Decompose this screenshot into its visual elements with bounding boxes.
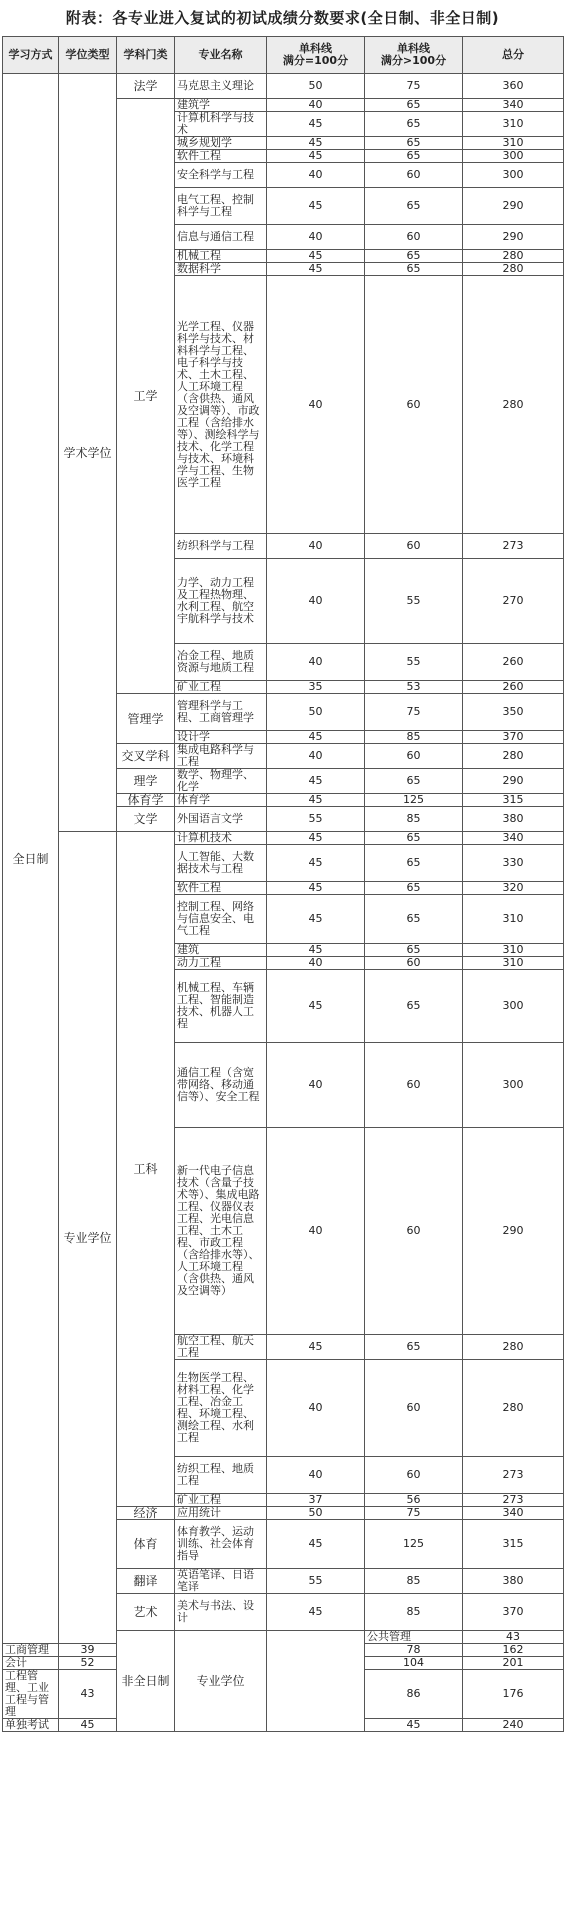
header-total: 总分 [463,37,564,74]
major-cell: 设计学 [175,731,267,744]
header-degree: 学位类型 [59,37,117,74]
major-cell: 软件工程 [175,882,267,895]
single-100-cell: 45 [267,794,365,807]
header-single-gt100-line1: 单科线 [397,42,430,55]
single-gt100-cell: 60 [365,744,463,769]
total-cell: 273 [463,1494,564,1507]
single-100-cell: 40 [267,163,365,188]
major-cell: 美术与书法、设计 [175,1594,267,1631]
major-cell: 航空工程、航天工程 [175,1335,267,1360]
discipline-cell: 法学 [117,74,175,99]
single-100-cell: 52 [59,1657,117,1670]
total-cell: 370 [463,731,564,744]
major-cell: 计算机科学与技术 [175,112,267,137]
major-cell: 数学、物理学、化学 [175,769,267,794]
single-gt100-cell: 65 [365,1335,463,1360]
major-cell: 英语笔译、日语笔译 [175,1569,267,1594]
total-cell: 280 [463,1360,564,1457]
discipline-cell: 理学 [117,769,175,794]
single-gt100-cell: 65 [365,845,463,882]
single-gt100-cell: 75 [365,1507,463,1520]
single-gt100-cell: 65 [365,944,463,957]
single-100-cell: 45 [267,845,365,882]
single-100-cell: 40 [267,1043,365,1128]
total-cell: 300 [463,970,564,1043]
single-100-cell: 45 [267,150,365,163]
single-gt100-cell: 60 [365,1360,463,1457]
discipline-cell: 翻译 [117,1569,175,1594]
total-cell: 315 [463,1520,564,1569]
header-single-gt100 [365,37,463,74]
table-row [3,832,564,845]
total-cell: 273 [463,534,564,559]
total-cell: 310 [463,944,564,957]
single-100-cell: 45 [267,970,365,1043]
header-single-100 [267,37,365,74]
major-cell: 纺织工程、地质工程 [175,1457,267,1494]
single-100-cell: 45 [267,1520,365,1569]
total-cell: 380 [463,1569,564,1594]
header-single-100-line2: 满分=100分 [282,54,349,67]
single-100-cell: 37 [267,1494,365,1507]
major-cell: 生物医学工程、材料工程、化学工程、冶金工程、环境工程、测绘工程、水利工程 [175,1360,267,1457]
mode-cell: 全日制 [3,74,59,1644]
major-cell: 工商管理 [3,1644,59,1657]
major-cell: 应用统计 [175,1507,267,1520]
single-gt100-cell: 60 [365,163,463,188]
major-cell: 通信工程（含宽带网络、移动通信等）、安全工程 [175,1043,267,1128]
single-100-cell: 45 [59,1719,117,1732]
header-major: 专业名称 [175,37,267,74]
total-cell: 273 [463,1457,564,1494]
discipline-cell: 文学 [117,807,175,832]
total-cell: 340 [463,99,564,112]
single-100-cell: 43 [463,1631,564,1644]
total-cell: 260 [463,681,564,694]
single-gt100-cell: 60 [365,534,463,559]
header-row [3,37,564,74]
single-100-cell: 45 [267,1594,365,1631]
major-cell: 城乡规划学 [175,137,267,150]
single-gt100-cell: 65 [365,99,463,112]
single-100-cell: 45 [267,882,365,895]
major-cell: 冶金工程、地质资源与地质工程 [175,644,267,681]
major-cell: 外国语言文学 [175,807,267,832]
total-cell: 330 [463,845,564,882]
single-gt100-cell: 65 [365,150,463,163]
single-100-cell: 45 [267,832,365,845]
major-cell: 会计 [3,1657,59,1670]
major-cell: 建筑学 [175,99,267,112]
discipline-cell: 艺术 [117,1594,175,1631]
single-100-cell: 55 [267,1569,365,1594]
total-cell: 340 [463,832,564,845]
major-cell: 体育学 [175,794,267,807]
total-cell: 320 [463,882,564,895]
total-cell: 300 [463,163,564,188]
single-100-cell: 45 [267,769,365,794]
major-cell: 矿业工程 [175,681,267,694]
total-cell: 290 [463,188,564,225]
single-gt100-cell: 60 [365,1043,463,1128]
total-cell: 315 [463,794,564,807]
single-gt100-cell: 65 [365,112,463,137]
major-cell: 体育教学、运动训练、社会体育指导 [175,1520,267,1569]
discipline-cell: 工科 [117,832,175,1507]
single-100-cell: 45 [267,1335,365,1360]
total-cell: 310 [463,895,564,944]
total-cell: 162 [463,1644,564,1657]
single-gt100-cell: 60 [365,957,463,970]
single-100-cell: 39 [59,1644,117,1657]
major-cell: 单独考试 [3,1719,59,1732]
single-100-cell: 40 [267,534,365,559]
major-cell: 控制工程、网络与信息安全、电气工程 [175,895,267,944]
single-100-cell: 40 [267,225,365,250]
single-gt100-cell: 125 [365,794,463,807]
major-cell: 动力工程 [175,957,267,970]
total-cell: 310 [463,137,564,150]
single-gt100-cell: 60 [365,276,463,534]
total-cell: 280 [463,1335,564,1360]
single-gt100-cell: 65 [365,970,463,1043]
major-cell: 光学工程、仪器科学与技术、材料科学与工程、电子科学与技术、土木工程、人工环境工程（含供热、通风及空调等）、市政工程（含给排水等）、测绘科学与技术、化学工程与技术、环境科学与工程、生物医学工程 [175,276,267,534]
single-gt100-cell: 65 [365,895,463,944]
major-cell: 公共管理 [365,1631,463,1644]
single-gt100-cell: 75 [365,74,463,99]
single-gt100-cell: 104 [365,1657,463,1670]
total-cell: 290 [463,1128,564,1335]
major-cell: 机械工程、车辆工程、智能制造技术、机器人工程 [175,970,267,1043]
total-cell: 300 [463,1043,564,1128]
single-100-cell: 45 [267,731,365,744]
total-cell: 380 [463,807,564,832]
degree-cell: 专业学位 [59,832,117,1644]
discipline-cell: 管理学 [117,694,175,744]
single-100-cell: 50 [267,694,365,731]
single-gt100-cell: 65 [365,250,463,263]
header-discipline: 学科门类 [117,37,175,74]
single-gt100-cell: 65 [365,137,463,150]
total-cell: 290 [463,769,564,794]
total-cell: 310 [463,112,564,137]
single-100-cell: 40 [267,1457,365,1494]
total-cell: 290 [463,225,564,250]
single-gt100-cell: 45 [365,1719,463,1732]
single-gt100-cell: 85 [365,1569,463,1594]
mode-cell: 非全日制 [117,1631,175,1732]
single-gt100-cell: 55 [365,644,463,681]
total-cell: 201 [463,1657,564,1670]
single-gt100-cell: 75 [365,694,463,731]
single-gt100-cell: 60 [365,1457,463,1494]
single-gt100-cell: 65 [365,882,463,895]
major-cell: 计算机技术 [175,832,267,845]
discipline-cell: 体育学 [117,794,175,807]
single-100-cell: 40 [267,744,365,769]
header-single-100-line1: 单科线 [299,42,332,55]
single-100-cell: 40 [267,99,365,112]
single-100-cell: 45 [267,188,365,225]
single-100-cell: 40 [267,1360,365,1457]
major-cell: 电气工程、控制科学与工程 [175,188,267,225]
total-cell: 280 [463,263,564,276]
single-gt100-cell: 60 [365,1128,463,1335]
single-gt100-cell: 65 [365,769,463,794]
single-100-cell: 35 [267,681,365,694]
degree-cell: 专业学位 [175,1631,267,1732]
single-gt100-cell: 65 [365,188,463,225]
page-title: 附表：各专业进入复试的初试成绩分数要求(全日制、非全日制) [65,9,500,27]
single-gt100-cell: 65 [365,832,463,845]
total-cell: 310 [463,957,564,970]
single-100-cell: 43 [59,1670,117,1719]
header-single-gt100-line2: 满分>100分 [380,54,447,67]
total-cell: 260 [463,644,564,681]
single-gt100-cell: 85 [365,731,463,744]
major-cell: 信息与通信工程 [175,225,267,250]
discipline-cell-empty [267,1631,365,1732]
major-cell: 马克思主义理论 [175,74,267,99]
single-gt100-cell: 125 [365,1520,463,1569]
single-100-cell: 40 [267,276,365,534]
single-gt100-cell: 55 [365,559,463,644]
single-gt100-cell: 56 [365,1494,463,1507]
single-gt100-cell: 65 [365,263,463,276]
major-cell: 建筑 [175,944,267,957]
single-gt100-cell: 53 [365,681,463,694]
single-100-cell: 55 [267,807,365,832]
table-row [3,74,564,99]
major-cell: 安全科学与工程 [175,163,267,188]
degree-cell: 学术学位 [59,74,117,832]
single-100-cell: 45 [267,250,365,263]
major-cell: 力学、动力工程及工程热物理、水利工程、航空宇航科学与技术 [175,559,267,644]
single-gt100-cell: 85 [365,807,463,832]
major-cell: 机械工程 [175,250,267,263]
single-gt100-cell: 78 [365,1644,463,1657]
single-100-cell: 40 [267,559,365,644]
single-100-cell: 45 [267,137,365,150]
single-100-cell: 45 [267,263,365,276]
major-cell: 纺织科学与工程 [175,534,267,559]
single-100-cell: 45 [267,112,365,137]
single-100-cell: 40 [267,1128,365,1335]
total-cell: 280 [463,276,564,534]
total-cell: 360 [463,74,564,99]
major-cell: 新一代电子信息技术（含量子技术等）、集成电路工程、仪器仪表工程、光电信息工程、土木工程、市政工程（含给排水等）、人工环境工程（含供热、通风及空调等） [175,1128,267,1335]
discipline-cell: 体育 [117,1520,175,1569]
single-100-cell: 45 [267,944,365,957]
total-cell: 280 [463,744,564,769]
single-gt100-cell: 86 [365,1670,463,1719]
single-100-cell: 45 [267,895,365,944]
single-100-cell: 40 [267,957,365,970]
total-cell: 350 [463,694,564,731]
discipline-cell: 交叉学科 [117,744,175,769]
single-100-cell: 40 [267,644,365,681]
single-gt100-cell: 60 [365,225,463,250]
total-cell: 240 [463,1719,564,1732]
major-cell: 软件工程 [175,150,267,163]
major-cell: 数据科学 [175,263,267,276]
total-cell: 176 [463,1670,564,1719]
major-cell: 集成电路科学与工程 [175,744,267,769]
discipline-cell: 经济 [117,1507,175,1520]
major-cell: 管理科学与工程、工商管理学 [175,694,267,731]
discipline-cell: 工学 [117,99,175,694]
score-table [2,36,564,1732]
major-cell: 工程管理、工业工程与管理 [3,1670,59,1719]
total-cell: 280 [463,250,564,263]
total-cell: 370 [463,1594,564,1631]
total-cell: 340 [463,1507,564,1520]
major-cell: 矿业工程 [175,1494,267,1507]
single-100-cell: 50 [267,74,365,99]
single-100-cell: 50 [267,1507,365,1520]
major-cell: 人工智能、大数据技术与工程 [175,845,267,882]
header-mode: 学习方式 [3,37,59,74]
total-cell: 270 [463,559,564,644]
single-gt100-cell: 85 [365,1594,463,1631]
total-cell: 300 [463,150,564,163]
